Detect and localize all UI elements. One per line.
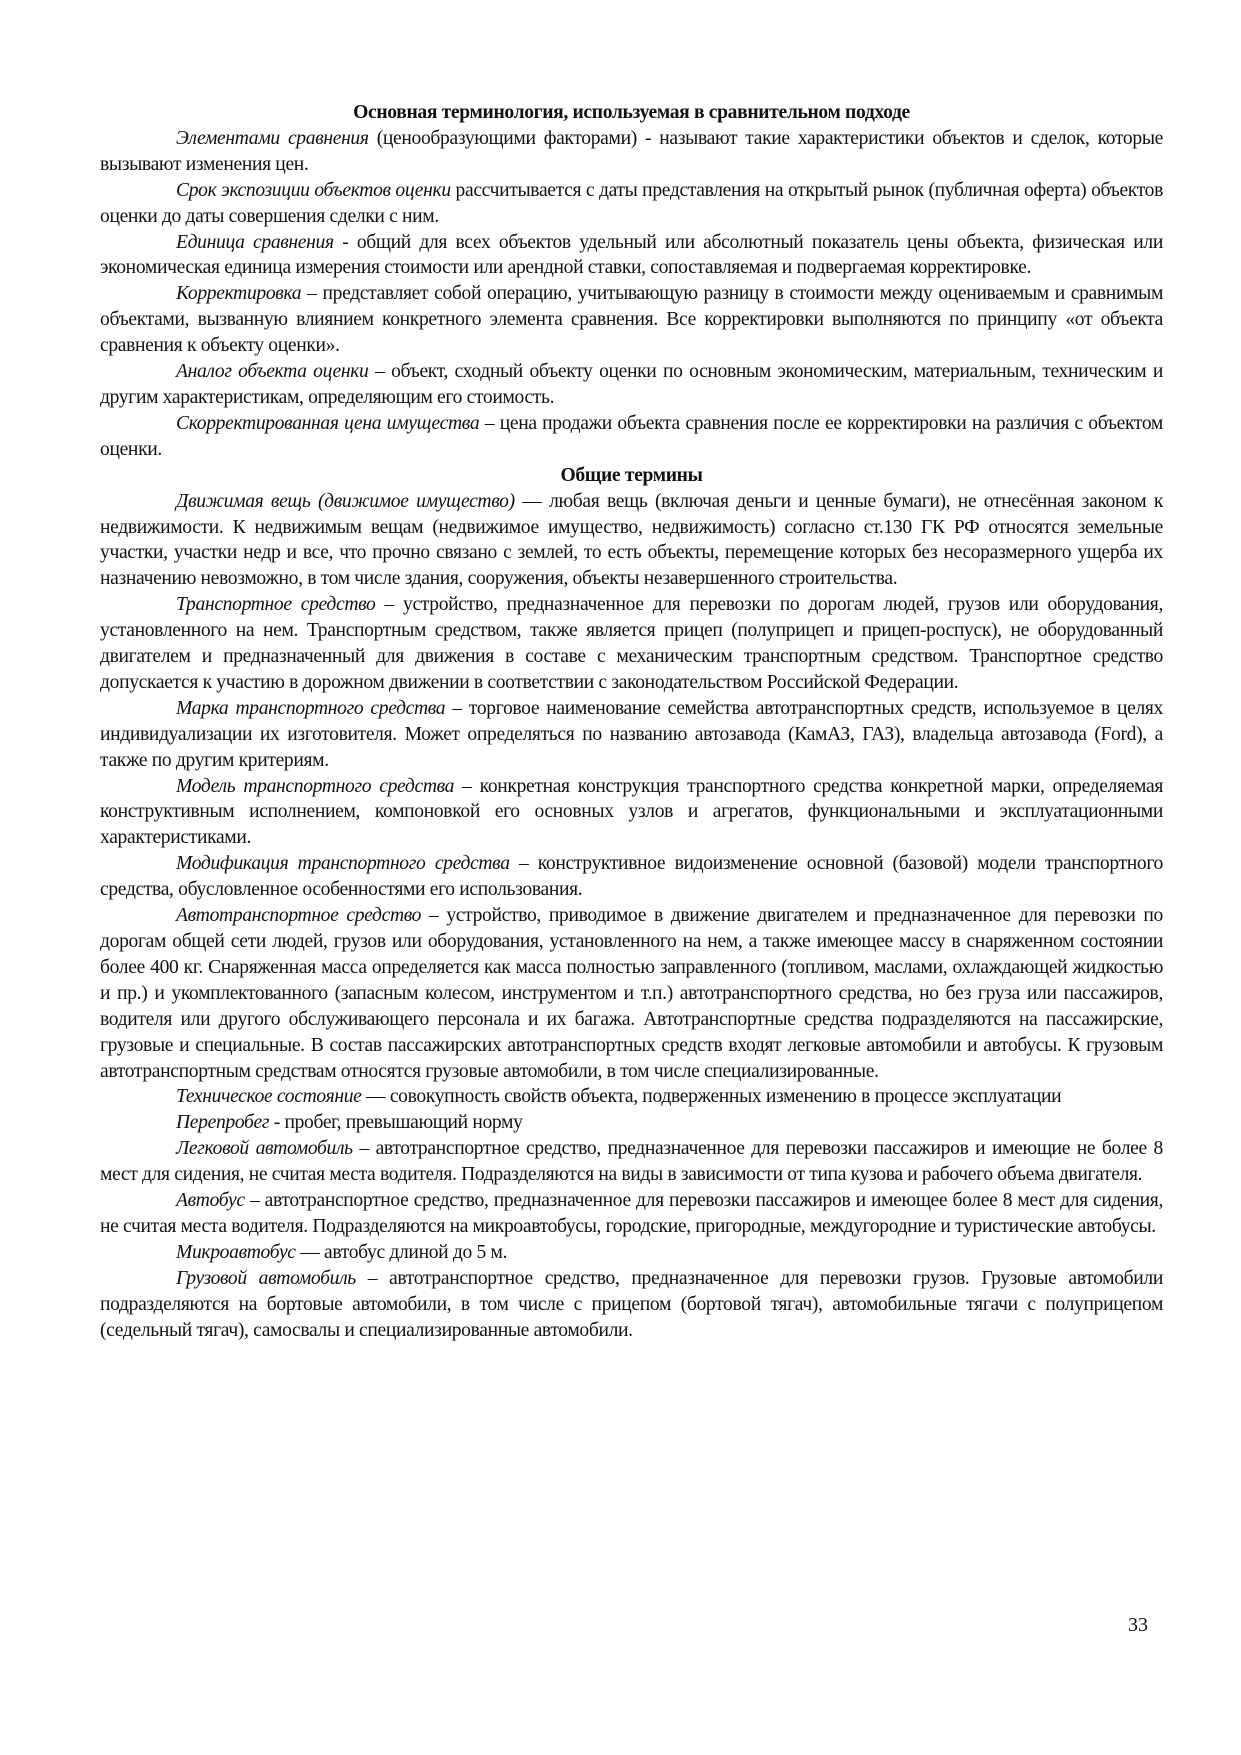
definition-term: Перепробег xyxy=(176,1112,270,1134)
definition-text: – представляет собой операцию, учитывающую разницу в стоимости между оцениваемым и сравнимым объектами, вызванную влиянием конкретного элемента сравнения. Все корректировки выполняются по принципу «от объекта сравнения к объекту оценки». xyxy=(100,283,1163,357)
definition-text: - пробег, превышающий норму xyxy=(269,1112,523,1134)
definition-text: рассчитывается с даты представления на открытый рынок (публичная оферта) объектов оценки до даты совершения сделки с ним. xyxy=(100,179,1164,227)
document-page xyxy=(100,100,1163,1344)
definition-term: Автобус xyxy=(176,1190,245,1212)
definition-paragraph xyxy=(100,230,1163,282)
definition-paragraph xyxy=(100,411,1163,463)
definition-paragraph xyxy=(100,1266,1163,1344)
definition-paragraph xyxy=(100,178,1163,230)
definition-term: Легковой автомобиль xyxy=(176,1138,353,1160)
definition-term: Транспортное средство xyxy=(176,594,376,616)
definition-paragraph xyxy=(100,1110,1163,1136)
definition-text: – устройство, приводимое в движение двигателем и предназначенное для перевозки по дорогам общей сети людей, грузов или оборудования, установленного на нем, а также имеющее массу в снаряженном состоянии более 400 кг. Снаряженная масса определяется как масса полностью заправленного (топливом, маслами, охлаждающей жидкостью и пр.) и укомплектованного (запасным колесом, инструментом и т.п.) автотранспортного средства, но без груза или пассажиров, водителя или другого обслуживающего персонала и их багажа. Автотранспортные средства подразделяются на пассажирские, грузовые и специальные. В состав пассажирских автотранспортных средств входят легковые автомобили и автобусы. К грузовым автотранспортным средствам относятся грузовые автомобили, в том числе специализированные. xyxy=(100,905,1163,1082)
definition-paragraph xyxy=(100,592,1163,696)
definition-text: – конструктивное видоизменение основной (базовой) модели транспортного средства, обусловленное особенностями его использования. xyxy=(100,853,1163,901)
definition-term: Движимая вещь (движимое имущество) xyxy=(176,490,515,512)
definition-term: Скорректированная цена имущества xyxy=(176,412,480,434)
definition-term: Марка транспортного средства xyxy=(176,697,446,719)
definition-term: Модификация транспортного средства xyxy=(176,853,510,875)
definition-term: Элементами сравнения xyxy=(176,127,369,149)
definition-paragraph xyxy=(100,774,1163,852)
page-number: 33 xyxy=(1128,1614,1148,1636)
definition-paragraph xyxy=(100,1240,1163,1266)
definition-text: – объект, сходный объекту оценки по основным экономическим, материальным, техническим и другим характеристикам, определяющим его стоимость. xyxy=(100,361,1163,408)
definition-paragraph xyxy=(100,851,1163,903)
definition-text: (ценообразующими факторами) - называют такие характеристики объектов и сделок, которые вызывают изменения цен. xyxy=(100,127,1163,175)
definition-paragraph xyxy=(100,903,1163,1084)
definition-term: Единица сравнения xyxy=(176,231,334,253)
definition-paragraph xyxy=(100,1084,1163,1110)
definition-term: Корректировка xyxy=(176,283,302,305)
definition-term: Грузовой автомобиль xyxy=(176,1267,356,1289)
definition-term: Аналог объекта оценки xyxy=(176,361,369,383)
definition-paragraph xyxy=(100,281,1163,359)
definition-paragraph xyxy=(100,489,1163,593)
definition-text: – устройство, предназначенное для перевозки по дорогам людей, грузов или оборудования, установленного на нем. Транспортным средством, также является прицеп (полуприцеп и прицеп-роспуск), не оборудованный двигателем и предназначенный для движения в составе с механическим транспортным средством. Транспортное средство допускается к участию в дорожном движении в соответствии с законодательством Российской Федерации. xyxy=(100,594,1164,693)
definition-text: — совокупность свойств объекта, подверженных изменению в процессе эксплуатации xyxy=(361,1086,1062,1108)
definition-paragraph xyxy=(100,1136,1163,1188)
definition-text: – автотранспортное средство, предназначенное для перевозки пассажиров и имеющее более 8 мест для сидения, не считая места водителя. Подразделяются на микроавтобусы, городские, пригородные, междугородние и туристические автобусы. xyxy=(100,1190,1163,1237)
definition-term: Микроавтобус xyxy=(176,1241,296,1263)
section-heading-comparative-terms: Основная терминология, используемая в сравнительном подходе xyxy=(353,102,910,123)
definition-paragraph xyxy=(100,126,1163,178)
definition-text: – торговое наименование семейства автотранспортных средств, используемое в целях индивидуализации их изготовителя. Может определяться по названию автозавода (КамАЗ, ГАЗ), владельца автозавода (Ford), а также по другим критериям. xyxy=(100,697,1163,771)
definition-text: - общий для всех объектов удельный или абсолютный показатель цены объекта, физическая или экономическая единица измерения стоимости или арендной ставки, сопоставляемая и подвергаемая корректировке. xyxy=(100,231,1163,279)
section-heading-general-terms: Общие термины xyxy=(560,464,703,486)
definition-term: Автотранспортное средство xyxy=(176,905,422,927)
definition-text: – автотранспортное средство, предназначенное для перевозки грузов. Грузовые автомобили подразделяются на бортовые автомобили, в том числе с прицепом (бортовой тягач), автомобильные тягачи с полуприцепом (седельный тягач), самосвалы и специализированные автомобили. xyxy=(100,1267,1163,1341)
definition-text: – конкретная конструкция транспортного средства конкретной марки, определяемая конструктивным исполнением, компоновкой его основных узлов и агрегатов, функциональными и эксплуатационными характеристиками. xyxy=(100,775,1163,849)
definition-paragraph xyxy=(100,696,1163,774)
definition-term: Срок экспозиции объектов оценки xyxy=(176,179,451,201)
definition-paragraph xyxy=(100,359,1163,411)
definition-text: – цена продажи объекта сравнения после ее корректировки на различия с объектом оценки. xyxy=(100,412,1163,460)
definition-text: — автобус длиной до 5 м. xyxy=(295,1241,508,1263)
definition-paragraph xyxy=(100,1188,1163,1240)
definition-text: — любая вещь (включая деньги и ценные бумаги), не отнесённая законом к недвижимости. К недвижимым вещам (недвижимое имущество, недвижимость) согласно ст.130 ГК РФ относятся земельные участки, участки недр и все, что прочно связано с землей, то есть объекты, перемещение которых без несоразмерного ущерба их назначению невозможно, в том числе здания, сооружения, объекты незавершенного строительства. xyxy=(100,490,1163,590)
definition-term: Техническое состояние xyxy=(176,1086,362,1108)
definition-text: – автотранспортное средство, предназначенное для перевозки пассажиров и имеющие не более 8 мест для сидения, не считая места водителя. Подразделяются на виды в зависимости от типа кузова и рабочего объема двигателя. xyxy=(100,1138,1163,1186)
definition-term: Модель транспортного средства xyxy=(176,775,455,797)
